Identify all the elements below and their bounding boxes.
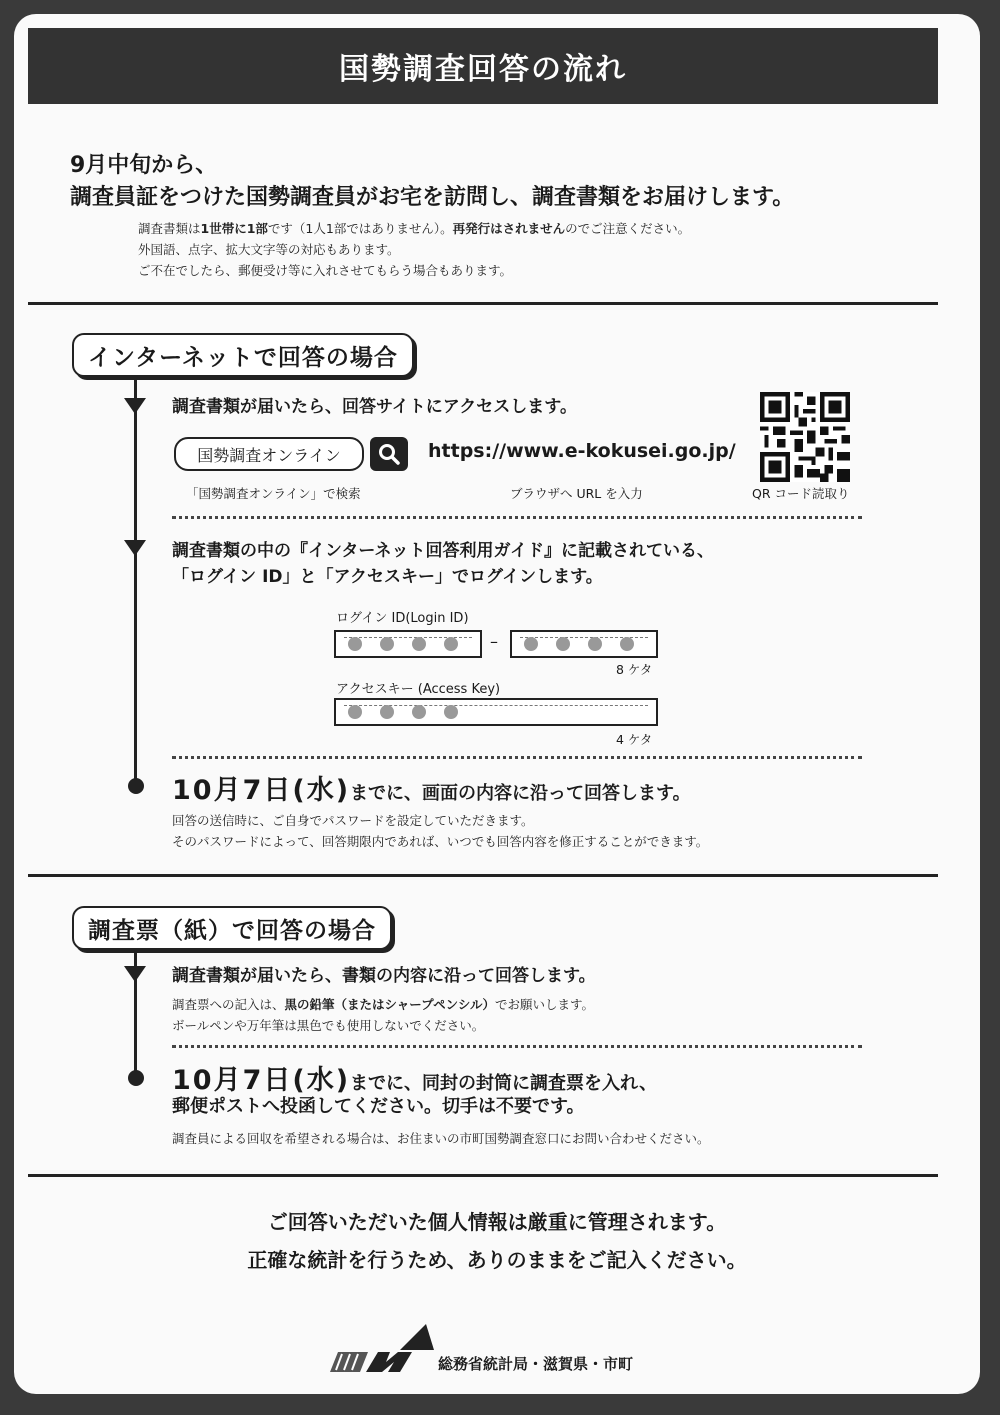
divider xyxy=(28,1174,938,1177)
qr-code-icon xyxy=(760,392,850,482)
paper-deadline-text: までに、同封の封筒に調査票を入れ、 xyxy=(350,1073,658,1094)
step-arrow-icon xyxy=(124,398,146,414)
qr-caption: QR コード読取り xyxy=(752,486,850,501)
paper-step2-line2: 郵便ポストへ投函してください。切手は不要です。 xyxy=(172,1096,585,1117)
internet-step1-heading: 調査書類が届いたら、回答サイトにアクセスします。 xyxy=(172,397,577,417)
search-example-box xyxy=(174,437,364,471)
step-arrow-icon xyxy=(124,540,146,556)
internet-timeline xyxy=(134,380,137,786)
access-key-digits: 4 ケタ xyxy=(616,732,653,747)
internet-step2-heading-1: 調査書類の中の『インターネット回答利用ガイド』に記載されている、 xyxy=(172,541,714,561)
intro-line2: 調査員証をつけた国勢調査員がお宅を訪問し、調査書類をお届けします。 xyxy=(70,185,795,210)
login-id-field-a xyxy=(334,630,482,658)
dotted-separator xyxy=(172,516,862,519)
closing-line1: ご回答いただいた個人情報は厳重に管理されます。 xyxy=(267,1210,727,1234)
paper-deadline xyxy=(172,1058,657,1097)
divider xyxy=(28,302,938,305)
step-end-dot-icon xyxy=(128,778,144,794)
login-id-label: ログイン ID(Login ID) xyxy=(336,611,469,626)
access-key-field xyxy=(334,698,658,726)
paper-step1-notes xyxy=(172,994,594,1036)
login-id-field-b xyxy=(510,630,658,658)
title-banner xyxy=(28,28,938,104)
intro-note-2: 外国語、点字、拡大文字等の対応もあります。 xyxy=(138,242,400,257)
intro-note-1: 調査書類は1世帯に1部です（1人1部ではありません）。再発行はされませんのでご注意ください。 xyxy=(138,221,691,236)
page-title: 国勢調査回答の流れ xyxy=(339,52,627,87)
paper-step1-note-2: ボールペンや万年筆は黒色でも使用しないでください。 xyxy=(172,1018,485,1033)
login-id-separator: – xyxy=(490,632,498,651)
url-caption: ブラウザへ URL を入力 xyxy=(510,486,643,501)
dotted-separator xyxy=(172,756,862,759)
internet-section-tag: インターネットで回答の場合 xyxy=(72,333,414,377)
search-example-text: 国勢調査オンライン xyxy=(197,445,341,465)
statistics-bureau-logo xyxy=(330,1320,434,1376)
intro-note-3: ご不在でしたら、郵便受け等に入れさせてもらう場合もあります。 xyxy=(138,263,513,278)
paper-step1-note-1: 調査票への記入は、黒の鉛筆（またはシャープペンシル）でお願いします。 xyxy=(172,997,595,1012)
login-id-digits: 8 ケタ xyxy=(616,662,653,677)
internet-step3-note-1: 回答の送信時に、ご自身でパスワードを設定していただきます。 xyxy=(172,813,534,828)
dotted-separator xyxy=(172,1045,862,1048)
answer-site-url: https://www.e-kokusei.go.jp/ xyxy=(428,440,736,462)
intro-notes xyxy=(138,218,690,281)
closing-line2: 正確な統計を行うため、ありのままをご記入ください。 xyxy=(247,1248,747,1272)
step-end-dot-icon xyxy=(128,1070,144,1086)
search-caption: 「国勢調査オンライン」で検索 xyxy=(186,486,361,501)
paper-step1-heading: 調査書類が届いたら、書類の内容に沿って回答します。 xyxy=(172,966,596,986)
paper-section-tag: 調査票（紙）で回答の場合 xyxy=(72,906,392,950)
internet-step3-note-2: そのパスワードによって、回答期限内であれば、いつでも回答内容を修正することができます。 xyxy=(172,834,709,849)
organization-name: 総務省統計局・滋賀県・市町 xyxy=(438,1355,634,1373)
search-icon xyxy=(370,437,408,471)
intro-line1: 9月中旬から、 xyxy=(70,153,218,178)
paper-step2-note: 調査員による回収を希望される場合は、お住まいの市町国勢調査窓口にお問い合わせください。 xyxy=(172,1131,710,1146)
access-key-label: アクセスキー (Access Key) xyxy=(336,682,501,697)
internet-step3-notes xyxy=(172,810,708,852)
internet-deadline-text: までに、画面の内容に沿って回答します。 xyxy=(350,783,691,804)
step-arrow-icon xyxy=(124,966,146,982)
divider xyxy=(28,874,938,877)
internet-step2-heading-2: 「ログイン ID」と「アクセスキー」でログインします。 xyxy=(172,567,603,587)
internet-deadline-date: 10月7日(水) xyxy=(172,775,351,806)
paper-deadline-date: 10月7日(水) xyxy=(172,1065,351,1096)
internet-deadline xyxy=(172,768,691,807)
